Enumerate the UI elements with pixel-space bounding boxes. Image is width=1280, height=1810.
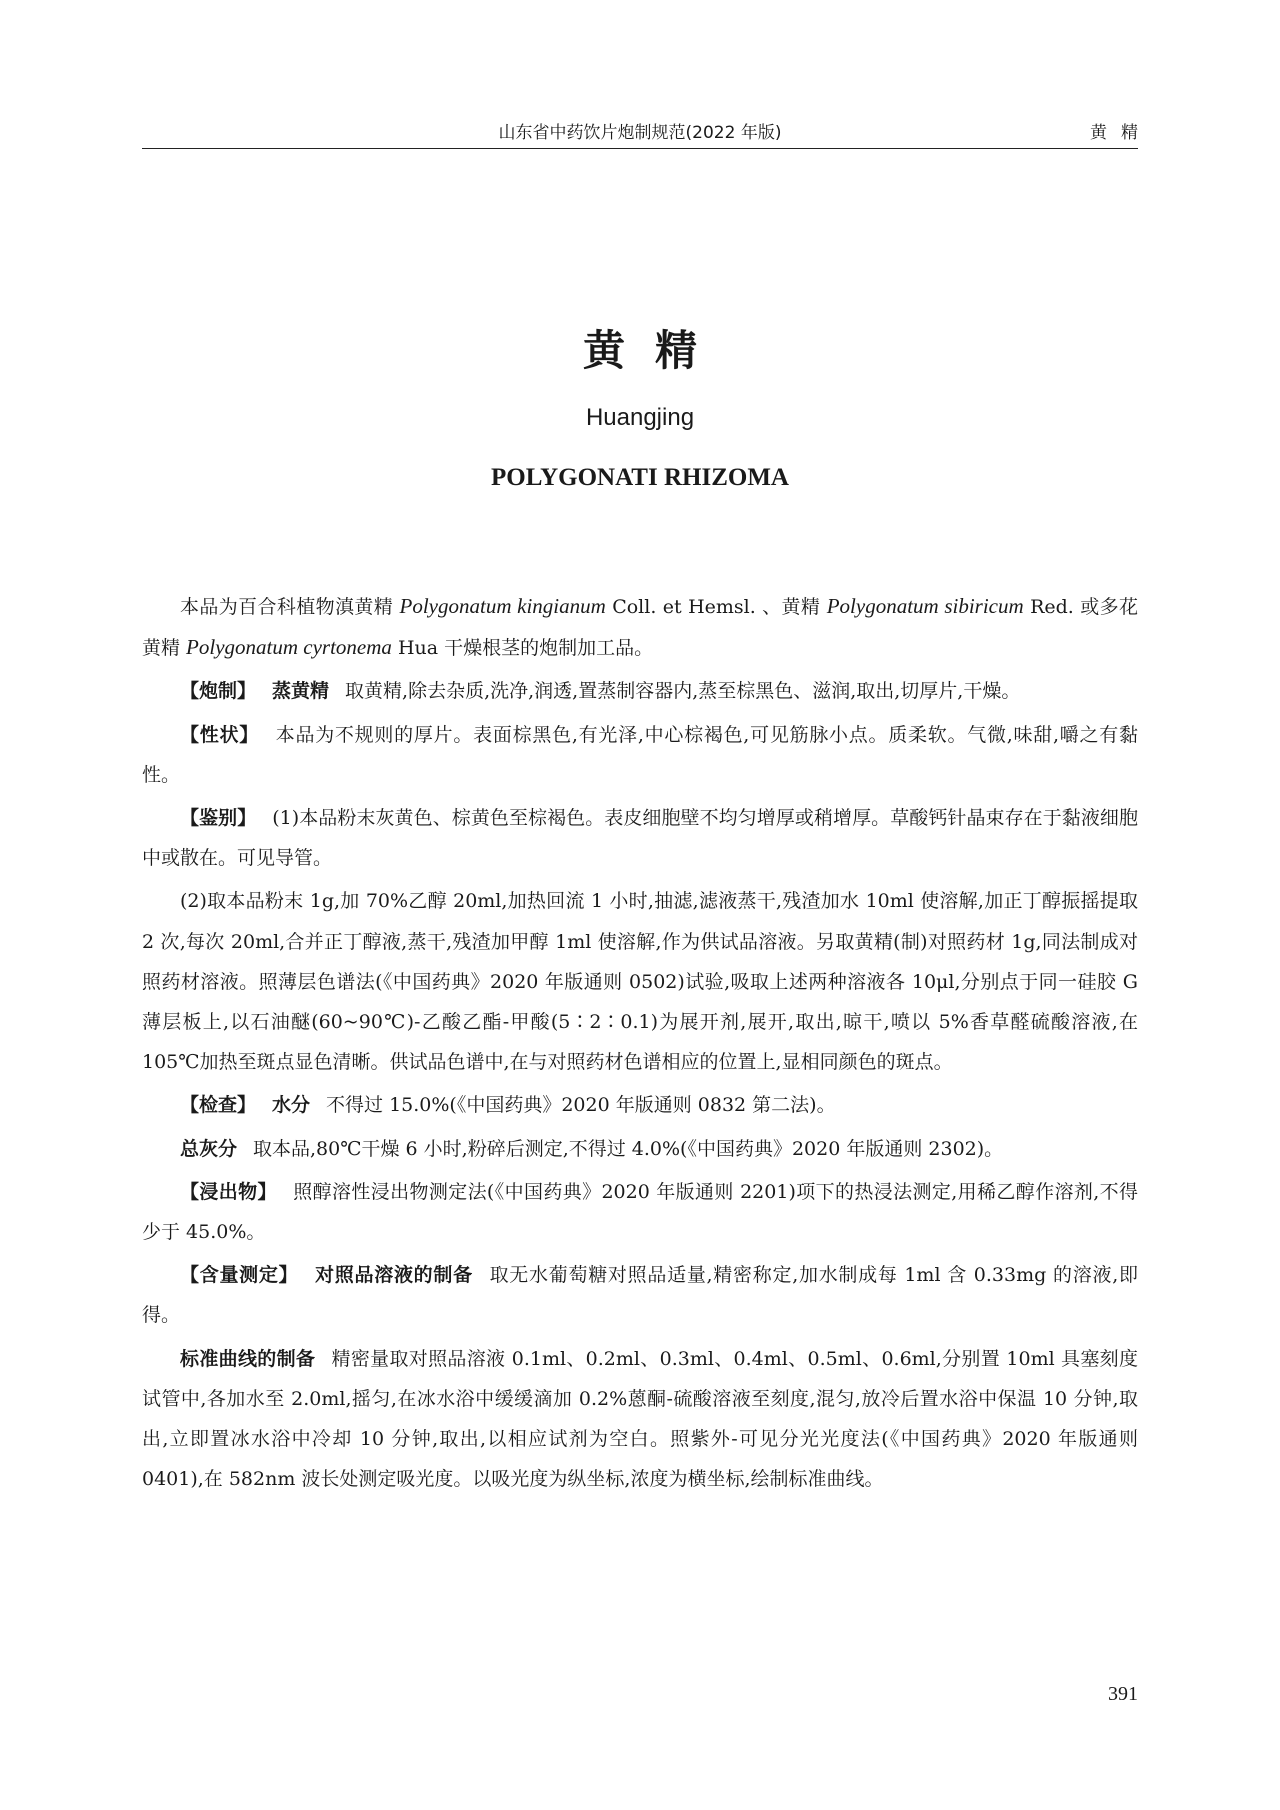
section-text: 本品为不规则的厚片。表面棕黑色,有光泽,中心棕褐色,可见筋脉小点。质柔软。气微,味甜,嚼之有黏性。	[142, 723, 1138, 786]
identification-item-2	[142, 881, 1138, 1082]
section-text: (2)取本品粉末 1g,加 70%乙醇 20ml,加热回流 1 小时,抽滤,滤液蒸干,残渣加水 10ml 使溶解,加正丁醇振摇提取 2 次,每次 20ml,合并正丁醇液,蒸干,残渣加甲醇 1ml 使溶解,作为供试品溶液。另取黄精(制)对照药材 1g,同法制成对照药材溶液。照薄层色谱法(《中国药典》2020 年版通则 0502)试验,吸取上述两种溶液各 10μl,分别点于同一硅胶 G 薄层板上,以石油醚(60~90℃)-乙酸乙酯-甲酸(5∶2∶0.1)为展开剂,展开,取出,晾干,喷以 5%香草醛硫酸溶液,在 105℃加热至斑点显色清晰。供试品色谱中,在与对照药材色谱相应的位置上,显相同颜色的斑点。	[142, 890, 1138, 1074]
section-heading: 【性状】	[180, 723, 259, 746]
section-text: 取黄精,除去杂质,洗净,润透,置蒸制容器内,蒸至棕黑色、滋润,取出,切厚片,干燥。	[345, 680, 1021, 703]
section-heading: 【炮制】	[180, 680, 257, 703]
inspection-section	[142, 1085, 1138, 1125]
section-heading: 【鉴别】	[180, 807, 257, 830]
processing-section	[142, 671, 1138, 711]
species-name: Polygonatum cyrtonema	[186, 635, 392, 660]
section-name: 黄精	[1090, 123, 1152, 143]
subheading: 标准曲线的制备	[180, 1347, 316, 1370]
section-text: 精密量取对照品溶液 0.1ml、0.2ml、0.3ml、0.4ml、0.5ml、0.6ml,分别置 10ml 具塞刻度试管中,各加水至 2.0ml,摇匀,在冰水浴中缓缓滴加 0.2%蒽酮-硫酸溶液至刻度,混匀,放冷后置水浴中保温 10 分钟,取出,立即置冰水浴中冷却 10 分钟,取出,以相应试剂为空白。照紫外-可见分光光度法(《中国药典》2020 年版通则 0401),在 582nm 波长处测定吸光度。以吸光度为纵坐标,浓度为横坐标,绘制标准曲线。	[142, 1347, 1138, 1491]
description-section	[142, 715, 1138, 795]
identification-section	[142, 798, 1138, 878]
species-name: Polygonatum kingianum	[399, 594, 606, 618]
section-text: 取无水葡萄糖对照品适量,精密称定,加水制成每 1ml 含 0.33mg 的溶液,即得。	[142, 1264, 1138, 1327]
book-title: 山东省中药饮片炮制规范(2022 年版)	[498, 123, 782, 143]
extract-section	[142, 1172, 1138, 1252]
intro-text: 本品为百合科植物滇黄精	[180, 596, 400, 618]
section-heading: 【检查】	[180, 1094, 257, 1117]
subheading: 对照品溶液的制备	[314, 1264, 473, 1287]
monograph-title: 黄精	[582, 326, 727, 375]
page-number: 391	[1108, 1683, 1138, 1705]
section-text: 照醇溶性浸出物测定法(《中国药典》2020 年版通则 2201)项下的热浸法测定,用稀乙醇作溶剂,不得少于 45.0%。	[142, 1180, 1138, 1244]
monograph-latin-name: POLYGONATI RHIZOMA	[491, 464, 789, 491]
standard-curve-paragraph	[142, 1339, 1138, 1500]
section-text: (1)本品粉末灰黄色、棕黄色至棕褐色。表皮细胞壁不均匀增厚或稍增厚。草酸钙针晶束存在于黏液细胞中或散在。可见导管。	[142, 807, 1138, 870]
subheading: 总灰分	[180, 1137, 238, 1160]
monograph-pinyin: Huangjing	[585, 404, 695, 431]
intro-text: Red. 或多花黄精	[142, 596, 1138, 660]
running-header	[142, 112, 1152, 149]
assay-section	[142, 1255, 1138, 1335]
section-text: 不得过 15.0%(《中国药典》2020 年版通则 0832 第二法)。	[326, 1094, 836, 1117]
intro-paragraph	[142, 586, 1138, 668]
monograph-body	[142, 586, 1138, 1502]
section-text: 取本品,80℃干燥 6 小时,粉碎后测定,不得过 4.0%(《中国药典》2020 年版通则 2302)。	[253, 1137, 1004, 1160]
intro-text: Hua 干燥根茎的炮制加工品。	[391, 637, 654, 660]
subheading: 蒸黄精	[272, 680, 330, 703]
subheading: 水分	[272, 1094, 311, 1117]
intro-text: Coll. et Hemsl. 、黄精	[605, 596, 827, 618]
species-name: Polygonatum sibiricum	[826, 594, 1024, 618]
ash-paragraph	[142, 1129, 1138, 1169]
section-heading: 【浸出物】	[180, 1180, 277, 1203]
section-heading: 【含量测定】	[180, 1264, 299, 1287]
